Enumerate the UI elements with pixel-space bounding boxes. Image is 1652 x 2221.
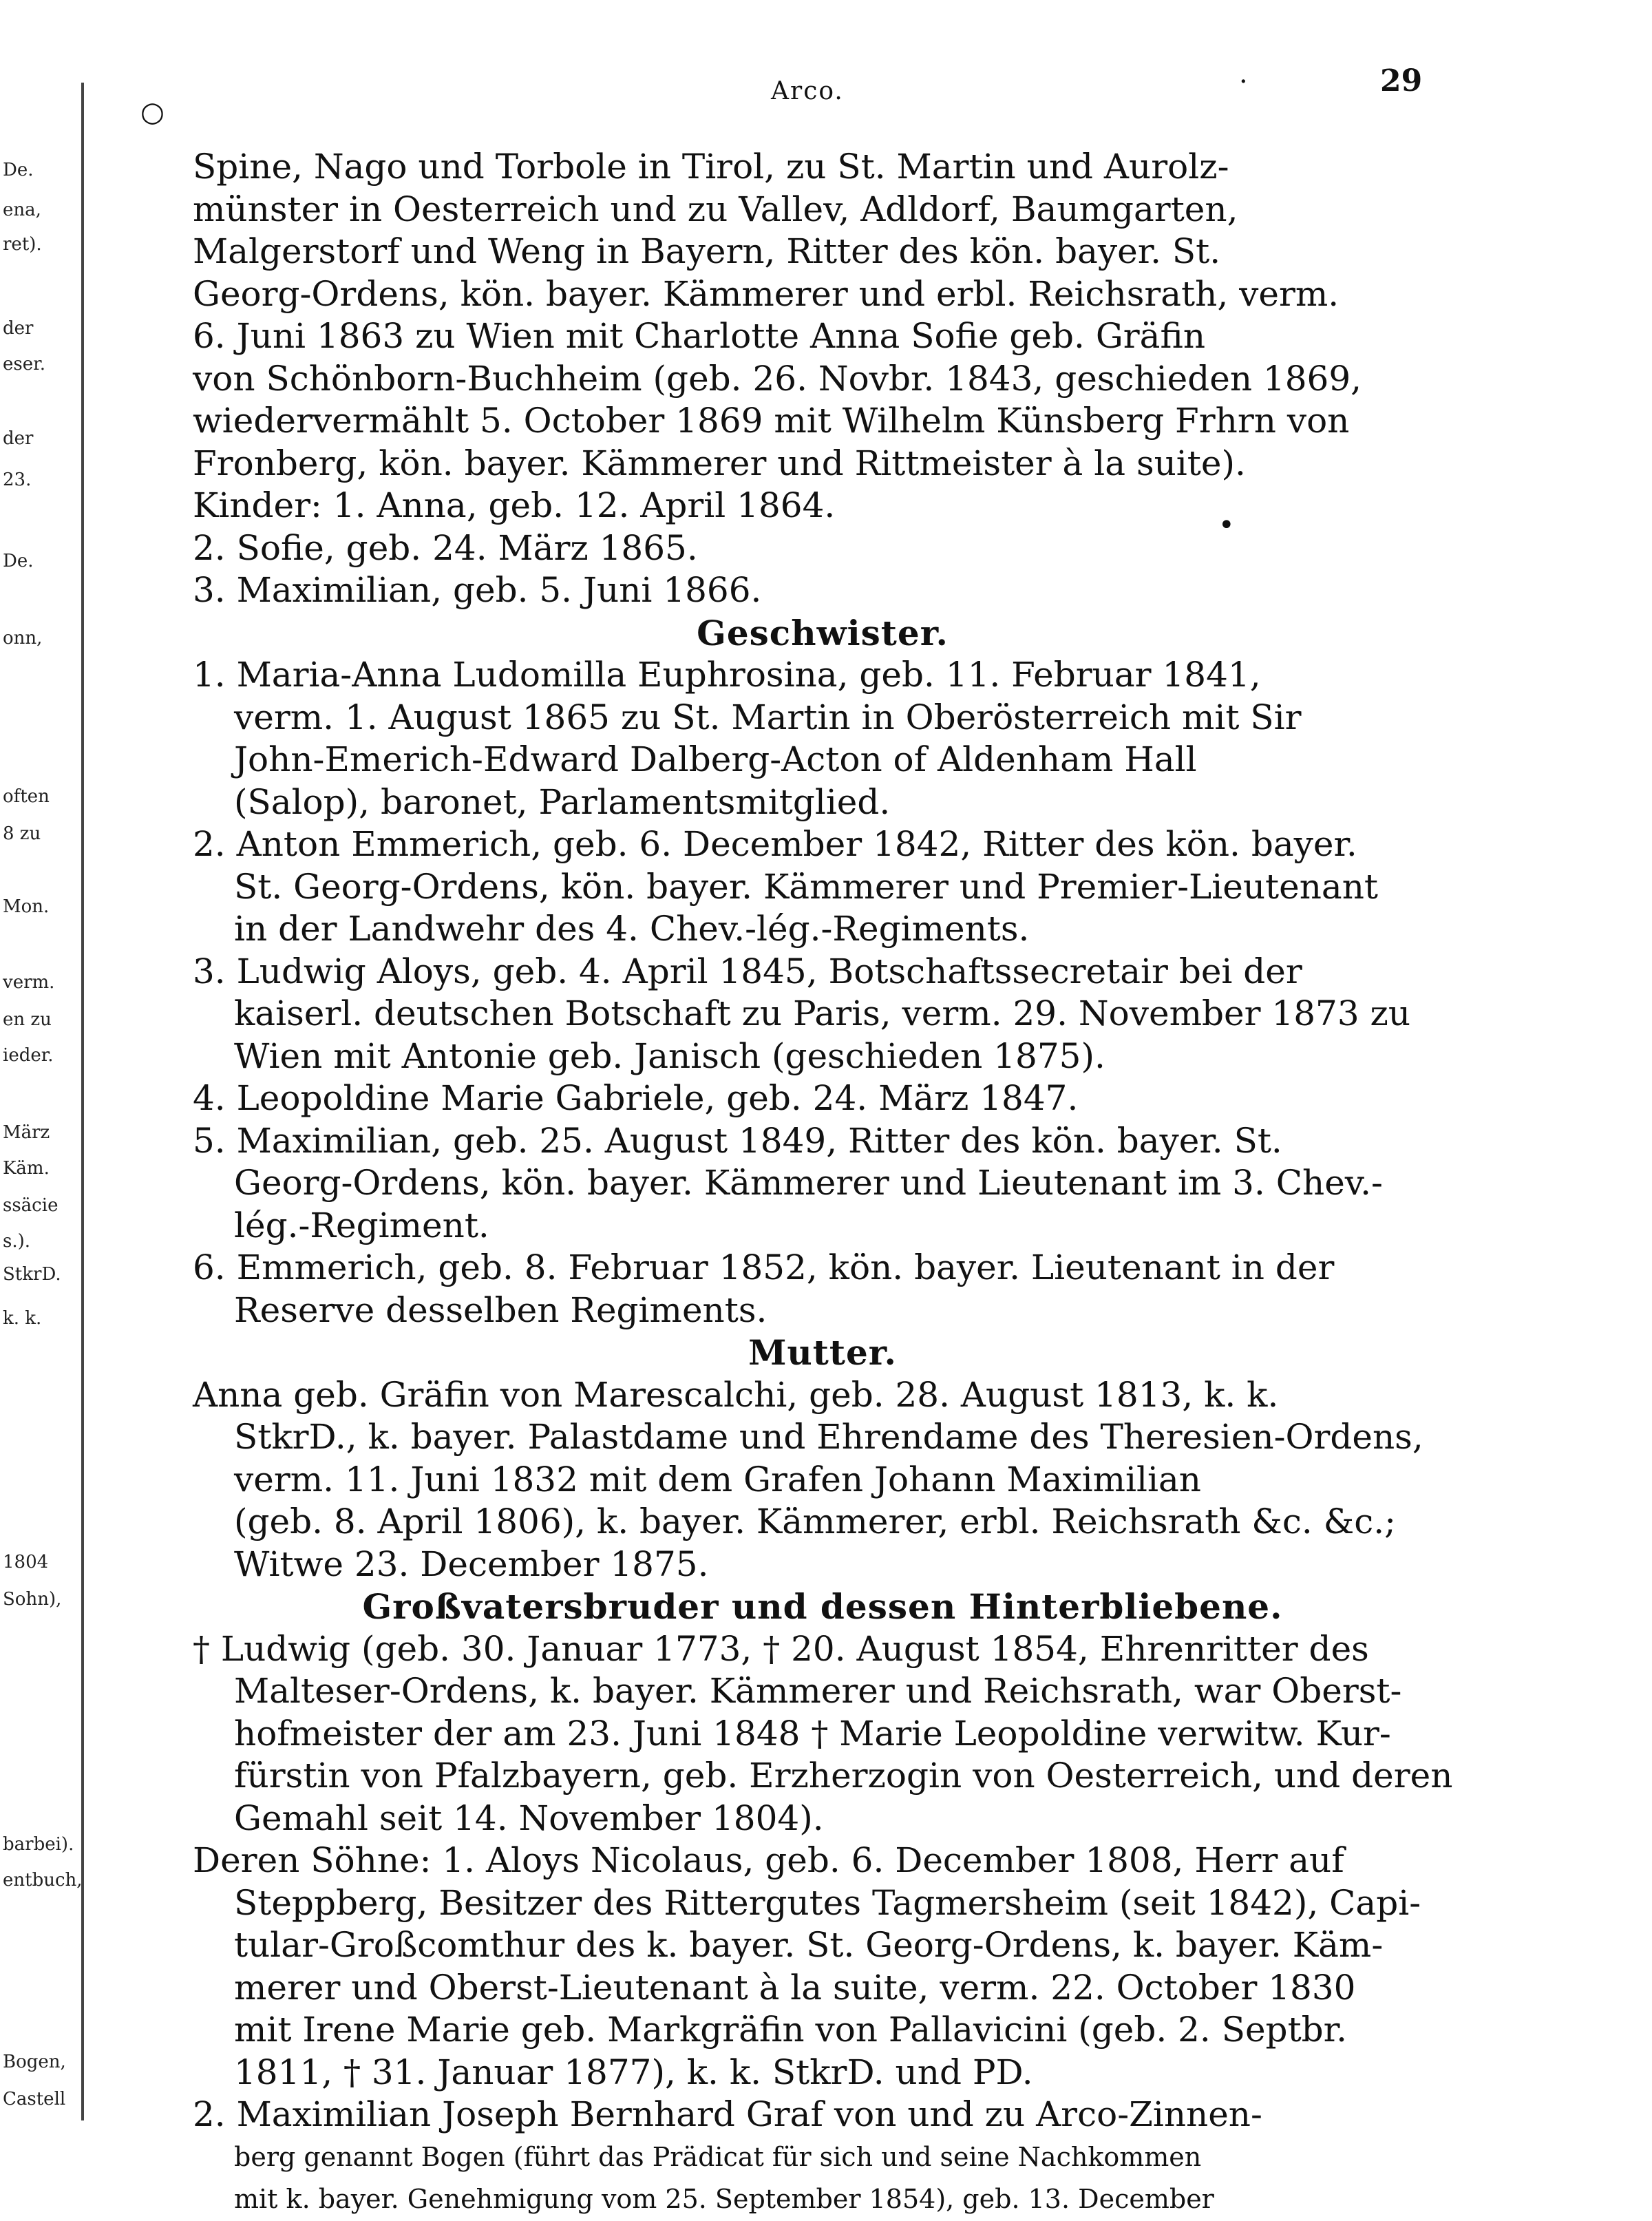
margin-fragment: März — [3, 1122, 50, 1143]
margin-fragment: k. k. — [3, 1308, 42, 1329]
ring-mark-icon: ○ — [140, 96, 165, 128]
margin-fragment: eser. — [3, 354, 45, 375]
margin-fragment: ena, — [3, 200, 41, 220]
text-line: kaiserl. deutschen Botschaft zu Paris, verm. 29. November 1873 zu — [234, 993, 1411, 1033]
text-line: Georg-Ordens, kön. bayer. Kämmerer und Lieutenant im 3. Chev.- — [234, 1163, 1383, 1203]
margin-fragment: StkrD. — [3, 1264, 61, 1285]
speck-mark-icon: • — [1218, 509, 1235, 541]
text-line: 5. Maximilian, geb. 25. August 1849, Ritter des kön. bayer. St. — [193, 1120, 1282, 1161]
page-body — [193, 146, 1452, 2221]
section-heading: Mutter. — [748, 1332, 897, 1373]
text-line: St. Georg-Ordens, kön. bayer. Kämmerer und Premier-Lieutenant — [234, 866, 1379, 907]
text-line: 6. Juni 1863 zu Wien mit Charlotte Anna Sofie geb. Gräfin — [193, 316, 1206, 356]
text-line: Malgerstorf und Weng in Bayern, Ritter des kön. bayer. St. — [193, 231, 1221, 271]
margin-fragment: verm. — [3, 972, 55, 993]
text-line: Witwe 23. December 1875. — [234, 1544, 709, 1584]
text-line: 4. Leopoldine Marie Gabriele, geb. 24. März 1847. — [193, 1078, 1079, 1118]
margin-fragment: Sohn), — [3, 1589, 62, 1610]
margin-fragment: Bogen, — [3, 2052, 66, 2072]
margin-fragment: en zu — [3, 1009, 52, 1030]
text-line: 2. Maximilian Joseph Bernhard Graf von und zu Arco-Zinnen- — [193, 2094, 1262, 2134]
speck-mark-icon: · — [1239, 66, 1248, 98]
text-line: (Salop), baronet, Parlamentsmitglied. — [234, 781, 891, 822]
text-line: Georg-Ordens, kön. bayer. Kämmerer und erbl. Reichsrath, verm. — [193, 273, 1339, 314]
text-line: in der Landwehr des 4. Chev.-lég.-Regiments. — [234, 909, 1030, 949]
text-line: 3. Ludwig Aloys, geb. 4. April 1845, Botschaftssecretair bei der — [193, 951, 1302, 991]
text-line: Spine, Nago und Torbole in Tirol, zu St. Martin und Aurolz- — [193, 147, 1229, 187]
text-line: 1. Maria-Anna Ludomilla Euphrosina, geb. 11. Februar 1841, — [193, 655, 1261, 695]
text-line: Malteser-Ordens, k. bayer. Kämmerer und Reichsrath, war Oberst- — [234, 1671, 1402, 1711]
text-line: 3. Maximilian, geb. 5. Juni 1866. — [193, 570, 762, 610]
text-line: 6. Emmerich, geb. 8. Februar 1852, kön. bayer. Lieutenant in der — [193, 1248, 1335, 1287]
margin-fragment: often — [3, 786, 50, 807]
section-heading: Geschwister. — [697, 612, 949, 653]
text-line: verm. 11. Juni 1832 mit dem Grafen Johann Maximilian — [234, 1459, 1202, 1499]
margin-fragment: 1804 — [3, 1552, 49, 1572]
text-line: Gemahl seit 14. November 1804). — [234, 1798, 824, 1838]
margin-fragment: barbei). — [3, 1834, 74, 1855]
text-line: (geb. 8. April 1806), k. bayer. Kämmerer, erbl. Reichsrath &c. &c.; — [234, 1502, 1396, 1541]
text-line: mit Irene Marie geb. Markgräfin von Pallavicini (geb. 2. Septbr. — [234, 2010, 1347, 2050]
margin-fragment: s.). — [3, 1231, 31, 1252]
text-line: merer und Oberst-Lieutenant à la suite, verm. 22. October 1830 — [234, 1967, 1356, 2008]
margin-fragment: ieder. — [3, 1045, 54, 1066]
text-line: Steppberg, Besitzer des Rittergutes Tagmersheim (seit 1842), Capi- — [234, 1882, 1421, 1923]
text-line: † Ludwig (geb. 30. Januar 1773, † 20. August 1854, Ehrenritter des — [193, 1628, 1369, 1669]
margin-fragment: onn, — [3, 628, 43, 649]
left-margin-fragments — [0, 0, 89, 2203]
text-line: Deren Söhne: 1. Aloys Nicolaus, geb. 6. December 1808, Herr auf — [193, 1840, 1344, 1880]
section-heading: Großvatersbruder und dessen Hinterbliebene. — [362, 1586, 1283, 1627]
text-line: 2. Anton Emmerich, geb. 6. December 1842, Ritter des kön. bayer. — [193, 824, 1357, 864]
text-line: tular-Großcomthur des k. bayer. St. Georg-Ordens, k. bayer. Käm- — [234, 1925, 1384, 1965]
margin-fragment: Käm. — [3, 1158, 50, 1179]
margin-fragment: der — [3, 318, 34, 339]
text-line: 1811, † 31. Januar 1877), k. k. StkrD. und PD. — [234, 2052, 1033, 2092]
margin-fragment: Castell — [3, 2089, 66, 2109]
text-line: von Schönborn-Buchheim (geb. 26. Novbr. 1843, geschieden 1869, — [193, 358, 1362, 399]
running-title: Arco. — [771, 77, 844, 105]
text-line: Reserve desselben Regiments. — [234, 1290, 767, 1330]
text-line: mit k. bayer. Genehmigung vom 25. September 1854), geb. 13. December — [234, 2184, 1214, 2214]
text-line: Wien mit Antonie geb. Janisch (geschieden 1875). — [234, 1035, 1105, 1076]
text-line: Kinder: 1. Anna, geb. 12. April 1864. — [193, 485, 836, 525]
text-line: wiedervermählt 5. October 1869 mit Wilhelm Künsberg Frhrn von — [193, 401, 1350, 441]
text-line: hofmeister der am 23. Juni 1848 † Marie Leopoldine verwitw. Kur- — [234, 1713, 1391, 1754]
text-line: fürstin von Pfalzbayern, geb. Erzherzogin von Oesterreich, und deren — [234, 1756, 1453, 1796]
text-line: lég.-Regiment. — [234, 1205, 489, 1245]
text-line: StkrD., k. bayer. Palastdame und Ehrendame des Theresien-Ordens, — [234, 1417, 1423, 1457]
margin-fragment: ret). — [3, 234, 42, 255]
margin-fragment: 23. — [3, 470, 32, 490]
margin-fragment: 8 zu — [3, 823, 41, 844]
text-line: berg genannt Bogen (führt das Prädicat für sich und seine Nachkommen — [234, 2141, 1202, 2172]
margin-fragment: der — [3, 428, 34, 449]
margin-fragment: De. — [3, 551, 34, 571]
margin-fragment: De. — [3, 160, 34, 180]
margin-fragment: entbuch, — [3, 1870, 83, 1891]
page-number: 29 — [1380, 63, 1423, 98]
text-line: münster in Oesterreich und zu Vallev, Adldorf, Baumgarten, — [193, 189, 1238, 229]
text-line: Anna geb. Gräfin von Marescalchi, geb. 28. August 1813, k. k. — [193, 1374, 1279, 1415]
margin-fragment: ssäcie — [3, 1195, 59, 1216]
text-line: John-Emerich-Edward Dalberg-Acton of Aldenham Hall — [234, 739, 1197, 779]
text-line: Fronberg, kön. bayer. Kämmerer und Rittmeister à la suite). — [193, 443, 1246, 483]
text-line: verm. 1. August 1865 zu St. Martin in Oberösterreich mit Sir — [234, 697, 1302, 737]
margin-fragment: Mon. — [3, 896, 50, 917]
text-line: 2. Sofie, geb. 24. März 1865. — [193, 527, 698, 568]
